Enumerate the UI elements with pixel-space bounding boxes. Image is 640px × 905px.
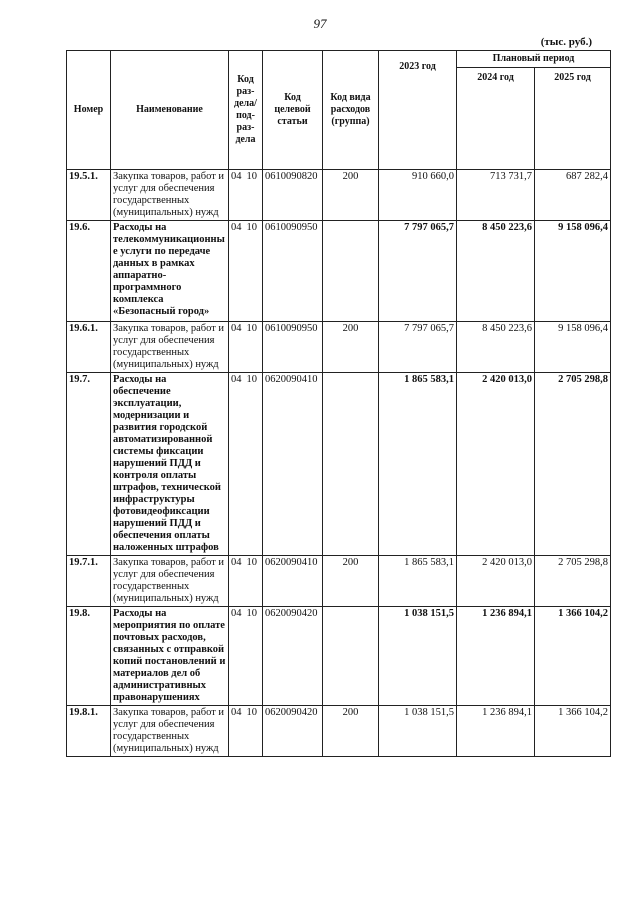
row-target: 0610090950 [263,322,323,373]
row-2023: 7 797 065,7 [379,221,457,322]
table-row [67,373,611,556]
row-name: Закупка товаров, работ и услуг для обеспечения государственных (муниципальных) нужд [111,706,229,757]
row-type [323,221,379,322]
row-type: 200 [323,706,379,757]
row-type: 200 [323,556,379,607]
row-2025: 9 158 096,4 [535,221,611,322]
table-row [67,556,611,607]
row-section [229,556,263,607]
row-2025: 2 705 298,8 [535,373,611,556]
row-prz: 10 [246,222,257,233]
row-2024: 2 420 013,0 [457,556,535,607]
row-2025: 9 158 096,4 [535,322,611,373]
row-rz: 04 [231,323,242,334]
row-type: 200 [323,170,379,221]
row-number: 19.8.1. [67,706,111,757]
row-2023: 1 038 151,5 [379,607,457,706]
table-row [67,706,611,757]
row-prz: 10 [246,707,257,718]
row-rz: 04 [231,707,242,718]
header-2024: 2024 год [457,68,535,170]
budget-table [66,50,611,757]
row-target: 0620090420 [263,607,323,706]
row-2023: 910 660,0 [379,170,457,221]
row-2025: 687 282,4 [535,170,611,221]
row-type: 200 [323,322,379,373]
row-2024: 8 450 223,6 [457,221,535,322]
row-prz: 10 [246,557,257,568]
row-2024: 713 731,7 [457,170,535,221]
row-rz: 04 [231,608,242,619]
row-rz: 04 [231,171,242,182]
row-section [229,221,263,322]
row-2024: 2 420 013,0 [457,373,535,556]
row-rz: 04 [231,222,242,233]
row-number: 19.8. [67,607,111,706]
row-section [229,322,263,373]
page-number: 97 [313,16,327,31]
row-type [323,373,379,556]
row-name: Закупка товаров, работ и услуг для обеспечения государственных (муниципальных) нужд [111,322,229,373]
header-name: Наименование [111,51,229,170]
header-target: Код целевой статьи [263,51,323,170]
row-target: 0610090950 [263,221,323,322]
row-section [229,706,263,757]
row-type [323,607,379,706]
row-prz: 10 [246,608,257,619]
header-section: Код раз- дела/ под- раз- дела [229,51,263,170]
row-2024: 1 236 894,1 [457,706,535,757]
row-section [229,373,263,556]
table-row [67,170,611,221]
row-number: 19.6. [67,221,111,322]
row-rz: 04 [231,557,242,568]
unit-label: (тыс. руб.) [540,36,592,48]
row-target: 0620090410 [263,556,323,607]
header-2025: 2025 год [535,68,611,170]
row-name: Закупка товаров, работ и услуг для обеспечения государственных (муниципальных) нужд [111,170,229,221]
row-section [229,170,263,221]
row-number: 19.6.1. [67,322,111,373]
table-row [67,607,611,706]
row-2025: 2 705 298,8 [535,556,611,607]
row-2023: 7 797 065,7 [379,322,457,373]
row-name: Расходы на обеспечение эксплуатации, модернизации и развития городской автоматизированной системы фиксации нарушений ПДД и контроля оплаты штрафов, технической инфраструктуры фотовидеофиксации нарушений ПДД и обеспечения оплаты наложенных штрафов [111,373,229,556]
row-number: 19.7.1. [67,556,111,607]
row-2023: 1 038 151,5 [379,706,457,757]
row-target: 0620090420 [263,706,323,757]
row-rz: 04 [231,374,242,385]
row-name: Расходы на мероприятия по оплате почтовых расходов, связанных с отправкой копий постановлений и материалов дел об административных правонарушениях [111,607,229,706]
header-expense-type: Код вида расходов (группа) [323,51,379,170]
row-target: 0620090410 [263,373,323,556]
header-number: Номер [67,51,111,170]
row-prz: 10 [246,323,257,334]
row-2024: 8 450 223,6 [457,322,535,373]
row-2025: 1 366 104,2 [535,607,611,706]
row-2023: 1 865 583,1 [379,556,457,607]
header-row [67,51,611,68]
header-2023: 2023 год [379,51,457,170]
table-row [67,322,611,373]
row-number: 19.7. [67,373,111,556]
header-planned-period: Плановый период [457,51,611,68]
row-section [229,607,263,706]
row-prz: 10 [246,374,257,385]
row-2024: 1 236 894,1 [457,607,535,706]
table-row [67,221,611,322]
row-2025: 1 366 104,2 [535,706,611,757]
row-number: 19.5.1. [67,170,111,221]
row-target: 0610090820 [263,170,323,221]
row-prz: 10 [246,171,257,182]
row-name: Закупка товаров, работ и услуг для обеспечения государственных (муниципальных) нужд [111,556,229,607]
row-2023: 1 865 583,1 [379,373,457,556]
row-name: Расходы на телекоммуникационные услуги по передаче данных в рамках аппаратно-программного комплекса «Безопасный город» [111,221,229,322]
